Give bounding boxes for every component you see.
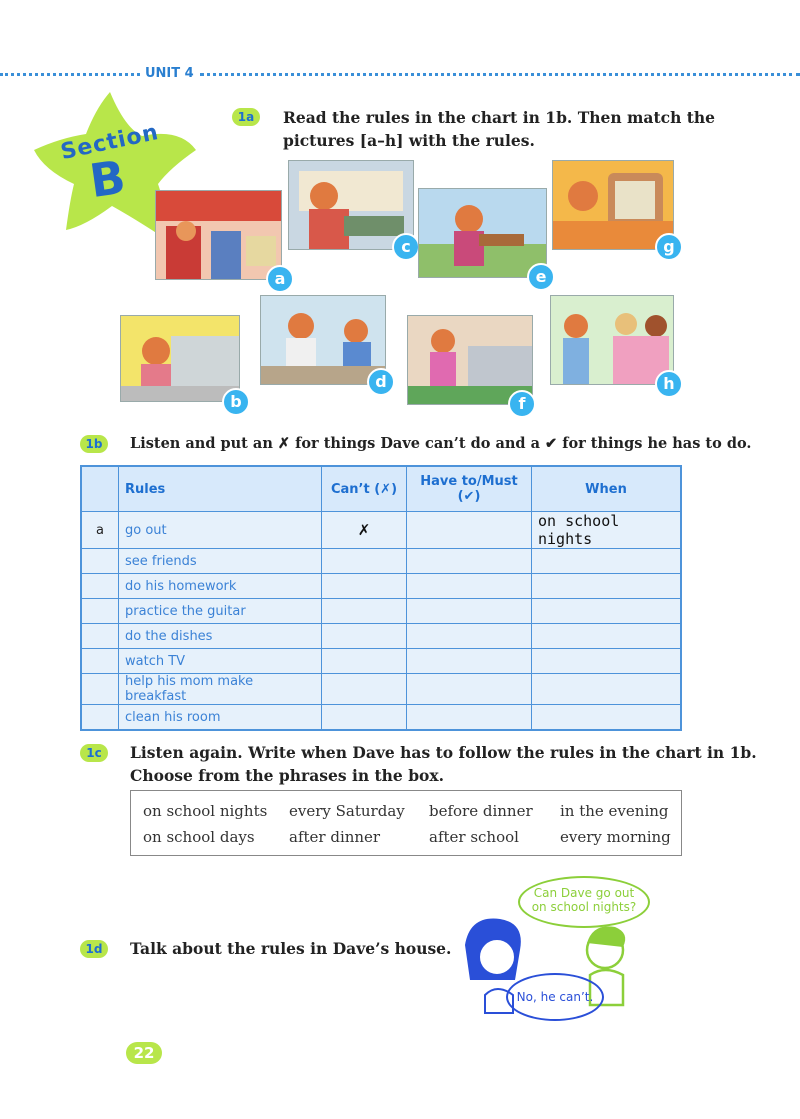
picture-label-f: f [508,390,536,418]
row-letter [81,599,119,624]
row-when-cell[interactable] [532,624,682,649]
row-have-to-cell[interactable] [407,649,532,674]
rules-table-row [81,705,681,731]
speech-bubble-answer: No, he can’t. [506,973,604,1021]
header-cant: Can’t (✗) [322,466,407,512]
picture-h [550,295,674,385]
header-when: When [532,466,682,512]
picture-label-g: g [655,233,683,261]
instruction-1c [130,741,757,787]
phrase-item: before dinner [429,802,533,820]
row-letter [81,705,119,731]
header-dotted-line-left [0,73,140,76]
row-rule: go out [119,512,322,549]
instruction-1d: Talk about the rules in Dave’s house. [130,939,452,958]
row-have-to-cell[interactable] [407,599,532,624]
speech-bubble-question-line2: on school nights? [531,900,637,914]
row-have-to-cell[interactable] [407,705,532,731]
picture-label-d: d [367,368,395,396]
rules-table-row [81,549,681,574]
header-have-to [407,466,532,512]
section-letter: B [86,149,129,209]
row-letter [81,624,119,649]
header-rules: Rules [119,466,322,512]
rules-table-row [81,574,681,599]
badge-1d: 1d [80,940,108,958]
badge-1a: 1a [232,108,260,126]
row-rule: do his homework [119,574,322,599]
rules-table-row [81,599,681,624]
phrase-item: on school days [143,828,255,846]
row-when-cell[interactable] [532,574,682,599]
row-cant-cell[interactable] [322,549,407,574]
row-letter [81,549,119,574]
row-letter [81,574,119,599]
row-letter [81,649,119,674]
row-rule: see friends [119,549,322,574]
phrase-item: every morning [560,828,671,846]
row-cant-cell[interactable] [322,705,407,731]
row-rule: help his mom make breakfast [119,674,322,705]
row-when-cell[interactable] [532,705,682,731]
phrase-item: after school [429,828,519,846]
picture-b [120,315,240,402]
header-have-to-line2: (✔) [457,489,481,504]
phrase-item: in the evening [560,802,669,820]
page-number: 22 [126,1042,162,1064]
row-have-to-cell[interactable] [407,624,532,649]
row-letter [81,674,119,705]
phrase-item: every Saturday [289,802,405,820]
instruction-1a [283,106,715,152]
rules-table [80,465,682,731]
row-rule: do the dishes [119,624,322,649]
rules-table-body [81,512,681,731]
row-when-cell[interactable]: on school nights [532,512,682,549]
row-have-to-cell[interactable] [407,674,532,705]
rules-table-row [81,624,681,649]
row-rule: clean his room [119,705,322,731]
rules-table-header [81,466,681,512]
row-rule: practice the guitar [119,599,322,624]
row-when-cell[interactable] [532,549,682,574]
phrase-item: after dinner [289,828,381,846]
row-letter: a [81,512,119,549]
instruction-1a-line1: Read the rules in the chart in 1b. Then match the [283,108,716,127]
row-when-cell[interactable] [532,649,682,674]
header-dotted-line-right [200,73,800,76]
row-when-cell[interactable] [532,674,682,705]
row-cant-cell[interactable] [322,574,407,599]
row-rule: watch TV [119,649,322,674]
row-cant-cell[interactable] [322,674,407,705]
rules-table-row [81,674,681,705]
picture-label-c: c [392,233,420,261]
speech-bubble-question-line1: Can Dave go out [533,886,635,900]
instruction-1c-line2: Choose from the phrases in the box. [130,766,445,785]
picture-label-b: b [222,388,250,416]
rules-table-row [81,649,681,674]
rules-table-row [81,512,681,549]
row-cant-cell[interactable] [322,649,407,674]
picture-d [260,295,386,385]
phrase-box [130,790,682,856]
instruction-1b: Listen and put an ✗ for things Dave can’t do and a ✔ for things he has to do. [130,435,752,452]
row-cant-cell[interactable] [322,624,407,649]
row-have-to-cell[interactable] [407,574,532,599]
section-word: Section [58,119,162,166]
header-letter [81,466,119,512]
row-have-to-cell[interactable] [407,512,532,549]
phrase-item: on school nights [143,802,268,820]
instruction-1a-line2: pictures [a–h] with the rules. [283,131,535,150]
instruction-1c-line1: Listen again. Write when Dave has to follow the rules in the chart in 1b. [130,743,757,762]
row-have-to-cell[interactable] [407,549,532,574]
speech-bubble-question [518,876,650,928]
header-have-to-line1: Have to/Must [420,474,518,489]
picture-a [155,190,282,280]
picture-e [418,188,547,278]
picture-label-a: a [266,265,294,293]
unit-label: UNIT 4 [142,66,197,81]
picture-label-e: e [527,263,555,291]
row-cant-cell[interactable] [322,599,407,624]
row-cant-cell[interactable]: ✗ [322,512,407,549]
picture-g [552,160,674,250]
badge-1b: 1b [80,435,108,453]
row-when-cell[interactable] [532,599,682,624]
picture-label-h: h [655,370,683,398]
badge-1c: 1c [80,744,108,762]
